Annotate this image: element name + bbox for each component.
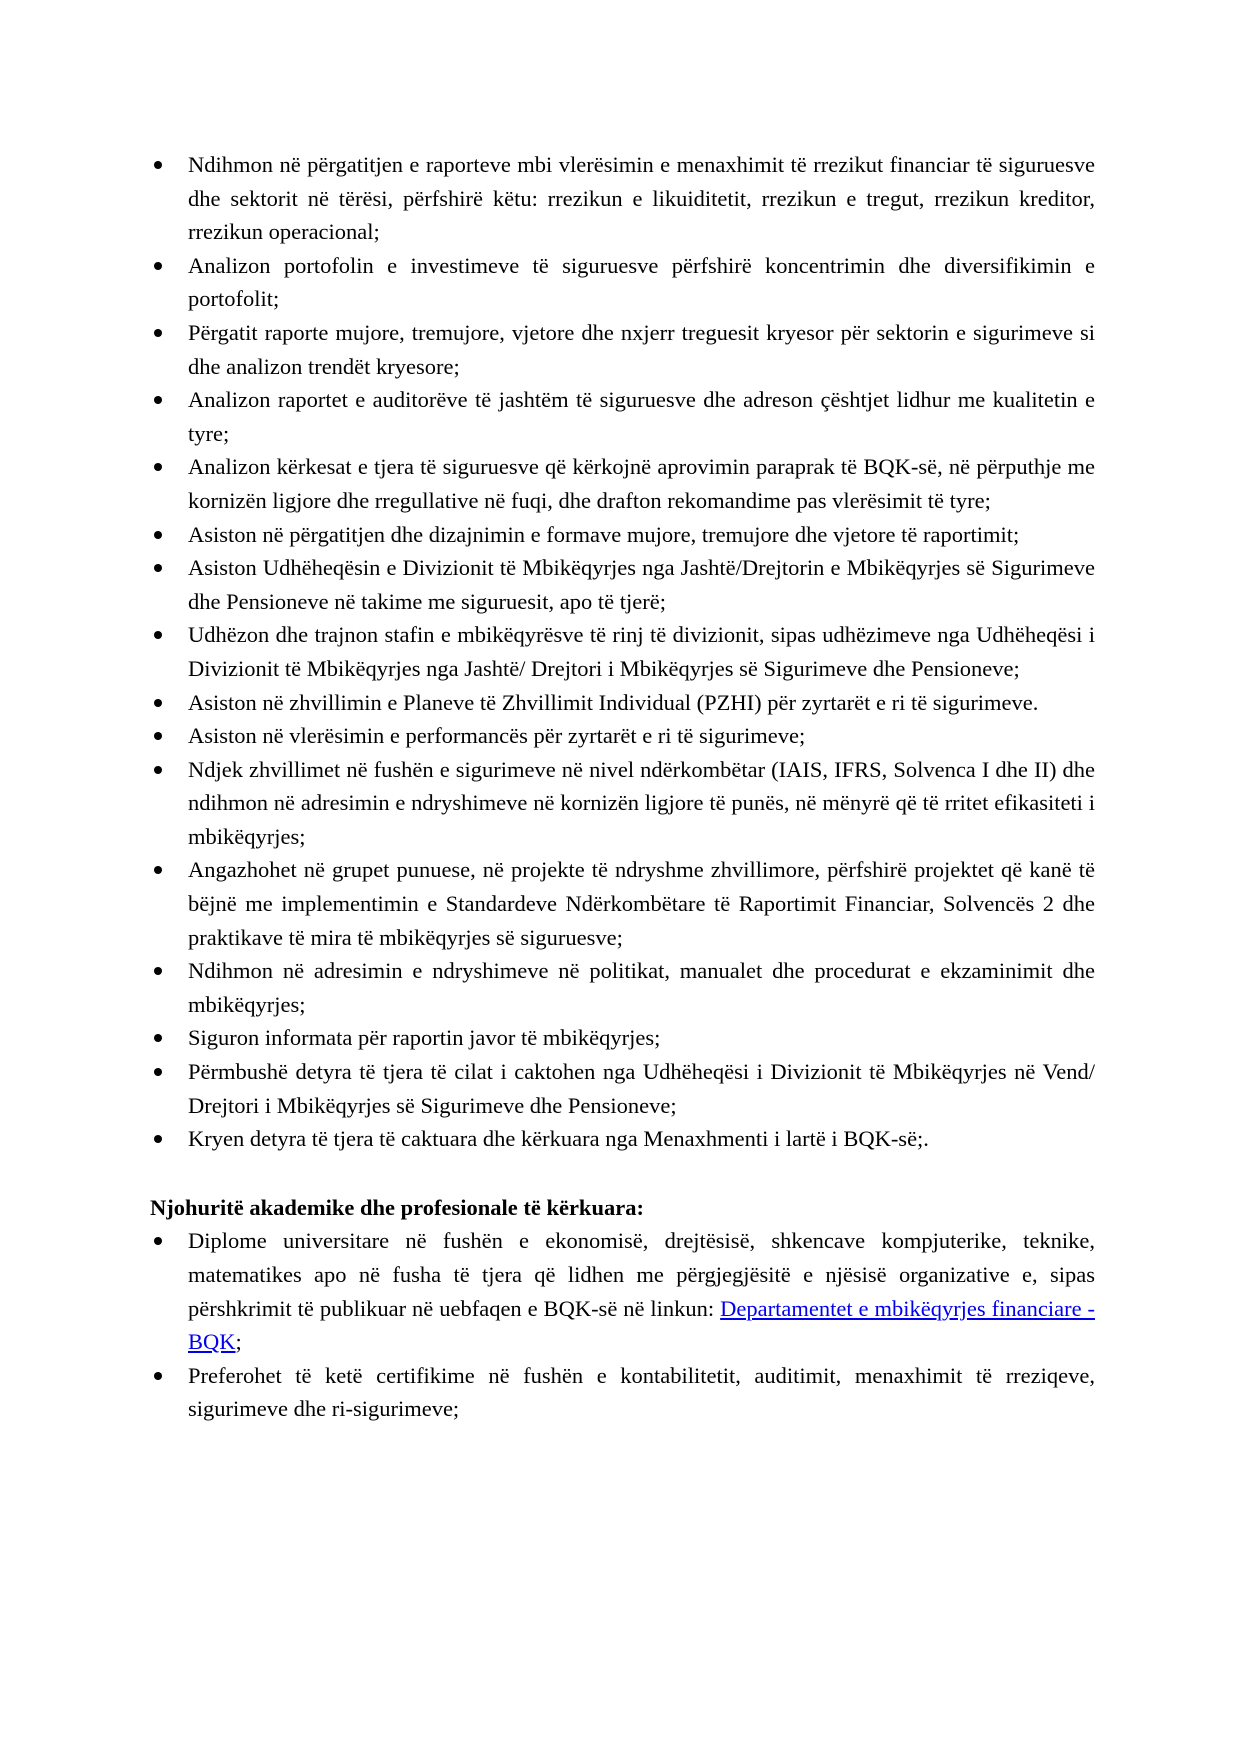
responsibilities-list <box>150 148 1095 1156</box>
list-item: Ndihmon në përgatitjen e raporteve mbi vlerësimin e menaxhimit të rrezikut financiar të siguruesve dhe sektorit në tërësi, përfshirë këtu: rrezikun e likuiditetit, rrezikun e tregut, rrezikun kreditor, rrezikun operacional; <box>150 148 1095 249</box>
list-item: Analizon kërkesat e tjera të siguruesve që kërkojnë aprovimin paraprak të BQK-së, në përputhje me kornizën ligjore dhe rregullative në fuqi, dhe drafton rekomandime pas vlerësimit të tyre; <box>150 450 1095 517</box>
departments-link[interactable]: Departamentet e mbikëqyrjes financiare - BQK <box>188 1295 1095 1355</box>
bullet-icon <box>154 766 162 774</box>
list-item: Ndjek zhvillimet në fushën e sigurimeve në nivel ndërkombëtar (IAIS, IFRS, Solvenca I dhe II) dhe ndihmon në adresimin e ndryshimeve në kornizën ligjore të punës, në mënyrë që të rritet efikasiteti i mbikëqyrjes; <box>150 753 1095 854</box>
bullet-icon <box>154 1237 162 1245</box>
list-item: Përmbushë detyra të tjera të cilat i caktohen nga Udhëheqësi i Divizionit të Mbikëqyrjes në Vend/ Drejtori i Mbikëqyrjes së Sigurimeve dhe Pensioneve; <box>150 1055 1095 1122</box>
list-item: Ndihmon në adresimin e ndryshimeve në politikat, manualet dhe procedurat e ekzaminimit dhe mbikëqyrjes; <box>150 954 1095 1021</box>
bullet-icon <box>154 699 162 707</box>
bullet-icon <box>154 1372 162 1380</box>
bullet-icon <box>154 866 162 874</box>
list-item: Asiston Udhëheqësin e Divizionit të Mbikëqyrjes nga Jashtë/Drejtorin e Mbikëqyrjes së Sigurimeve dhe Pensioneve në takime me siguruesit, apo të tjerë; <box>150 551 1095 618</box>
bullet-icon <box>154 631 162 639</box>
section-heading: Njohuritë akademike dhe profesionale të kërkuara: <box>150 1194 644 1220</box>
list-item: Analizon portofolin e investimeve të siguruesve përfshirë koncentrimin dhe diversifikimin e portofolit; <box>150 249 1095 316</box>
bullet-icon <box>154 262 162 270</box>
bullet-icon <box>154 1135 162 1143</box>
bullet-icon <box>154 463 162 471</box>
bullet-icon <box>154 967 162 975</box>
list-item: Asiston në zhvillimin e Planeve të Zhvillimit Individual (PZHI) për zyrtarët e ri të sigurimeve. <box>150 686 1095 720</box>
bullet-icon <box>154 732 162 740</box>
bullet-icon <box>154 161 162 169</box>
bullet-icon <box>154 564 162 572</box>
list-item: Analizon raportet e auditorëve të jashtëm të siguruesve dhe adreson çështjet lidhur me kualitetin e tyre; <box>150 383 1095 450</box>
list-item: Diplome universitare në fushën e ekonomisë, drejtësisë, shkencave kompjuterike, teknike, matematikes apo në fusha të tjera që lidhen me përgjegjësitë e njësisë organizative e, sipas përshkrimit të publikuar në uebfaqen e BQK-së në linkun: Departamentet e mbikëqyrjes financiare - BQK; <box>150 1224 1095 1358</box>
list-item: Përgatit raporte mujore, tremujore, vjetore dhe nxjerr treguesit kryesor për sektorin e sigurimeve si dhe analizon trendët kryesore; <box>150 316 1095 383</box>
list-item: Asiston në vlerësimin e performancës për zyrtarët e ri të sigurimeve; <box>150 719 1095 753</box>
bullet-icon <box>154 1034 162 1042</box>
bullet-icon <box>154 329 162 337</box>
list-item: Siguron informata për raportin javor të mbikëqyrjes; <box>150 1021 1095 1055</box>
bullet-icon <box>154 531 162 539</box>
document-page <box>150 148 1095 1426</box>
list-item: Angazhohet në grupet punuese, në projekte të ndryshme zhvillimore, përfshirë projektet që kanë të bëjnë me implementimin e Standardeve Ndërkombëtare të Raportimit Financiar, Solvencës 2 dhe praktikave të mira të mbikëqyrjes së siguruesve; <box>150 853 1095 954</box>
bullet-icon <box>154 396 162 404</box>
list-item: Kryen detyra të tjera të caktuara dhe kërkuara nga Menaxhmenti i lartë i BQK-së;. <box>150 1122 1095 1156</box>
list-item: Preferohet të ketë certifikime në fushën e kontabilitetit, auditimit, menaxhimit të rreziqeve, sigurimeve dhe ri-sigurimeve; <box>150 1359 1095 1426</box>
list-item: Asiston në përgatitjen dhe dizajnimin e formave mujore, tremujore dhe vjetore të raportimit; <box>150 518 1095 552</box>
list-item: Udhëzon dhe trajnon stafin e mbikëqyrësve të rinj të divizionit, sipas udhëzimeve nga Udhëheqësi i Divizionit të Mbikëqyrjes nga Jashtë/ Drejtori i Mbikëqyrjes së Sigurimeve dhe Pensioneve; <box>150 618 1095 685</box>
bullet-icon <box>154 1068 162 1076</box>
qualifications-list <box>150 1224 1095 1426</box>
